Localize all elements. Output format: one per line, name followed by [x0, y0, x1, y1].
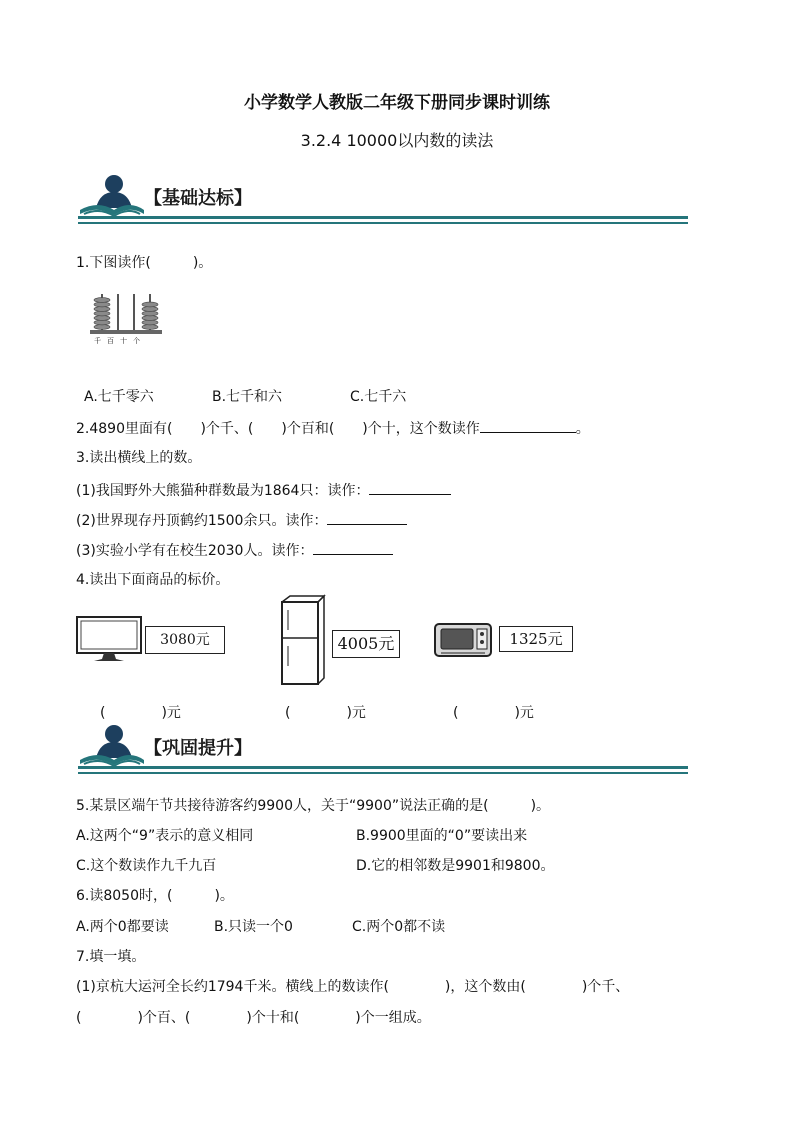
- q3-blank-2: [327, 510, 407, 525]
- q2-answer-blank: [480, 418, 576, 433]
- refrigerator-image: [280, 594, 326, 686]
- q1-option-a: A.七千零六: [84, 389, 154, 405]
- q2-line: [76, 418, 590, 438]
- q3-stem: 3.读出横线上的数。: [76, 450, 202, 466]
- q2-end: 。: [575, 421, 590, 437]
- q5-option-d: D.它的相邻数是9901和9800。: [356, 858, 555, 874]
- section-label-basic: 【基础达标】: [144, 188, 252, 209]
- q6-option-c: C.两个0都不读: [352, 919, 446, 935]
- section-header-basic: [78, 174, 688, 234]
- abacus-label-thousands: 千: [94, 337, 107, 345]
- section-rule: [78, 216, 688, 219]
- reader-icon: [78, 724, 146, 768]
- page-title: 小学数学人教版二年级下册同步课时训练: [244, 93, 550, 113]
- q5-option-c: C.这个数读作九千九百: [76, 858, 217, 874]
- tv-image: [76, 616, 142, 664]
- section-rule-thin: [78, 222, 688, 224]
- q3-item-2-text: (2)世界现存丹顶鹤约1500余只。读作：: [76, 513, 328, 529]
- q6-option-a: A.两个0都要读: [76, 919, 169, 935]
- q4-answer-1: ( )元: [100, 705, 181, 721]
- q3-item-2: [76, 510, 407, 530]
- section-rule: [78, 766, 688, 769]
- q7-line-2: ( )个百、( )个十和( )个一组成。: [76, 1010, 431, 1026]
- q4-answer-3: ( )元: [453, 705, 534, 721]
- q3-item-3: [76, 540, 393, 560]
- refrigerator-price-tag: 4005元: [332, 630, 400, 658]
- section-rule-thin: [78, 772, 688, 774]
- q5-option-a: A.这两个“9”表示的意义相同: [76, 828, 254, 844]
- q1-option-b: B.七千和六: [212, 389, 283, 405]
- q4-stem: 4.读出下面商品的标价。: [76, 572, 230, 588]
- q7-stem: 7.填一填。: [76, 949, 146, 965]
- q1-stem: 1.下图读作( )。: [76, 255, 213, 271]
- q2-stem: 2.4890里面有( )个千、( )个百和( )个十，这个数读作: [76, 421, 480, 437]
- abacus-label-tens: 十: [120, 337, 133, 345]
- abacus-label-ones: 个: [133, 337, 146, 345]
- q7-line-1: (1)京杭大运河全长约1794千米。横线上的数读作( )，这个数由( )个千、: [76, 979, 630, 995]
- q3-item-1: [76, 480, 451, 500]
- q1-option-c: C.七千六: [350, 389, 407, 405]
- oven-image: [433, 620, 493, 660]
- q5-option-b: B.9900里面的“0”要读出来: [356, 828, 528, 844]
- oven-price-tag: 1325元: [499, 626, 573, 652]
- q3-item-1-text: (1)我国野外大熊猫种群数最为1864只：读作：: [76, 483, 370, 499]
- q6-stem: 6.读8050时，( )。: [76, 888, 234, 904]
- reader-icon: [78, 174, 146, 218]
- q3-blank-1: [369, 480, 451, 495]
- q5-stem: 5.某景区端午节共接待游客约9900人，关于“9900”说法正确的是( )。: [76, 798, 551, 814]
- page-subtitle: 3.2.4 10000以内数的读法: [300, 131, 494, 150]
- q4-answer-2: ( )元: [285, 705, 366, 721]
- q3-blank-3: [313, 540, 393, 555]
- section-label-advanced: 【巩固提升】: [144, 738, 252, 759]
- q3-item-3-text: (3)实验小学有在校生2030人。读作：: [76, 543, 314, 559]
- q6-option-b: B.只读一个0: [214, 919, 293, 935]
- section-header-advanced: [78, 724, 688, 784]
- abacus-label-hundreds: 百: [107, 337, 120, 345]
- tv-price-tag: 3080元: [145, 626, 225, 654]
- abacus-labels: [94, 336, 146, 346]
